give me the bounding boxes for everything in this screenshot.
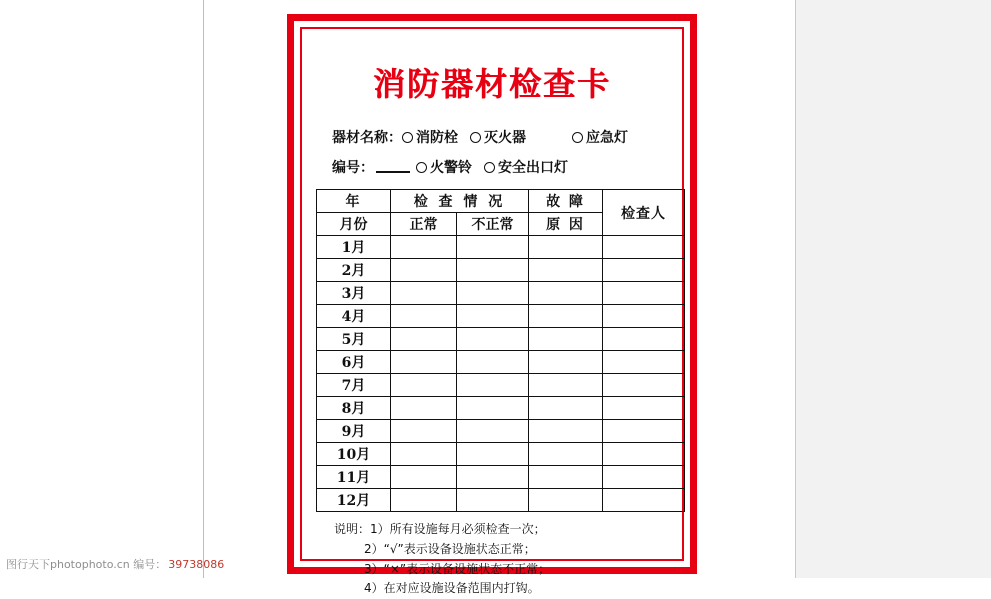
watermark-number: 39738086 bbox=[168, 557, 225, 571]
cell-normal[interactable] bbox=[391, 259, 457, 282]
radio-circle-icon bbox=[484, 162, 495, 173]
cell-abnormal[interactable] bbox=[457, 259, 529, 282]
cell-reason[interactable] bbox=[529, 466, 603, 489]
row-label-month: 8月 bbox=[317, 397, 391, 420]
cell-reason[interactable] bbox=[529, 305, 603, 328]
table-row bbox=[317, 259, 685, 282]
cell-normal[interactable] bbox=[391, 466, 457, 489]
cell-reason[interactable] bbox=[529, 374, 603, 397]
option-exit-light-label: 安全出口灯 bbox=[498, 160, 568, 176]
table-row bbox=[317, 466, 685, 489]
watermark-text: 图行天下photophoto.cn 编号： bbox=[6, 558, 167, 571]
row-label-month: 12月 bbox=[317, 489, 391, 512]
inspection-card bbox=[287, 14, 697, 596]
canvas-right-margin bbox=[796, 0, 991, 578]
cell-abnormal[interactable] bbox=[457, 374, 529, 397]
option-emergency-light-label: 应急灯 bbox=[586, 130, 628, 146]
row-label-month: 2月 bbox=[317, 259, 391, 282]
table-row bbox=[317, 443, 685, 466]
cell-normal[interactable] bbox=[391, 305, 457, 328]
row-label-month: 11月 bbox=[317, 466, 391, 489]
header-inspection-status: 检 查 情 况 bbox=[391, 190, 529, 213]
option-fire-bell-label: 火警铃 bbox=[430, 160, 472, 176]
cell-normal[interactable] bbox=[391, 328, 457, 351]
cell-normal[interactable] bbox=[391, 236, 457, 259]
note-line-1: 说明：1）所有设施每月必须检查一次； bbox=[334, 522, 546, 536]
row-label-month: 3月 bbox=[317, 282, 391, 305]
cell-inspector[interactable] bbox=[603, 351, 685, 374]
cell-inspector[interactable] bbox=[603, 236, 685, 259]
cell-reason[interactable] bbox=[529, 443, 603, 466]
cell-normal[interactable] bbox=[391, 351, 457, 374]
inspection-card-inner bbox=[300, 27, 684, 596]
serial-number-input[interactable] bbox=[376, 161, 410, 173]
note-line-3: 3）“×”表示设备设施状态不正常； bbox=[364, 561, 551, 576]
notes-block bbox=[334, 520, 668, 599]
table-row bbox=[317, 397, 685, 420]
row-label-month: 5月 bbox=[317, 328, 391, 351]
cell-abnormal[interactable] bbox=[457, 489, 529, 512]
header-abnormal: 不正常 bbox=[457, 213, 529, 236]
cell-reason[interactable] bbox=[529, 489, 603, 512]
field-serial-number-label: 编号： bbox=[332, 160, 374, 176]
cell-inspector[interactable] bbox=[603, 466, 685, 489]
note-line-2: 2）“√”表示设备设施状态正常； bbox=[364, 541, 536, 556]
row-label-month: 6月 bbox=[317, 351, 391, 374]
row-label-month: 10月 bbox=[317, 443, 391, 466]
cell-normal[interactable] bbox=[391, 420, 457, 443]
cell-inspector[interactable] bbox=[603, 328, 685, 351]
header-reason: 原 因 bbox=[529, 213, 603, 236]
header-year: 年 bbox=[317, 190, 391, 213]
cell-normal[interactable] bbox=[391, 397, 457, 420]
cell-inspector[interactable] bbox=[603, 397, 685, 420]
page-title: 消防器材检查卡 bbox=[372, 65, 611, 103]
table-row bbox=[317, 236, 685, 259]
cell-inspector[interactable] bbox=[603, 305, 685, 328]
table-row bbox=[317, 305, 685, 328]
table-row bbox=[317, 351, 685, 374]
table-row bbox=[317, 420, 685, 443]
option-extinguisher[interactable] bbox=[470, 127, 526, 147]
field-serial-number bbox=[332, 157, 668, 177]
cell-abnormal[interactable] bbox=[457, 328, 529, 351]
option-emergency-light[interactable] bbox=[572, 127, 628, 147]
table-header-row-1 bbox=[317, 190, 685, 213]
cell-abnormal[interactable] bbox=[457, 282, 529, 305]
header-month: 月份 bbox=[317, 213, 391, 236]
cell-inspector[interactable] bbox=[603, 282, 685, 305]
cell-reason[interactable] bbox=[529, 236, 603, 259]
cell-inspector[interactable] bbox=[603, 489, 685, 512]
radio-circle-icon bbox=[572, 132, 583, 143]
option-hydrant-label: 消防栓 bbox=[416, 130, 458, 146]
header-normal: 正常 bbox=[391, 213, 457, 236]
option-hydrant[interactable] bbox=[402, 127, 458, 147]
table-row bbox=[317, 282, 685, 305]
cell-normal[interactable] bbox=[391, 489, 457, 512]
cell-inspector[interactable] bbox=[603, 259, 685, 282]
cell-normal[interactable] bbox=[391, 282, 457, 305]
row-label-month: 7月 bbox=[317, 374, 391, 397]
cell-reason[interactable] bbox=[529, 420, 603, 443]
cell-abnormal[interactable] bbox=[457, 420, 529, 443]
cell-reason[interactable] bbox=[529, 259, 603, 282]
option-exit-light[interactable] bbox=[484, 157, 568, 177]
table-row bbox=[317, 489, 685, 512]
row-label-month: 9月 bbox=[317, 420, 391, 443]
cell-normal[interactable] bbox=[391, 443, 457, 466]
radio-circle-icon bbox=[402, 132, 413, 143]
cell-abnormal[interactable] bbox=[457, 397, 529, 420]
table-row bbox=[317, 374, 685, 397]
header-fault: 故 障 bbox=[529, 190, 603, 213]
radio-circle-icon bbox=[470, 132, 481, 143]
cell-abnormal[interactable] bbox=[457, 236, 529, 259]
header-inspector: 检查人 bbox=[603, 190, 685, 236]
table-row bbox=[317, 328, 685, 351]
row-label-month: 1月 bbox=[317, 236, 391, 259]
note-line-4: 4）在对应设施设备范围内打钩。 bbox=[364, 581, 540, 596]
cell-inspector[interactable] bbox=[603, 420, 685, 443]
radio-circle-icon bbox=[416, 162, 427, 173]
cell-normal[interactable] bbox=[391, 374, 457, 397]
cell-abnormal[interactable] bbox=[457, 466, 529, 489]
watermark bbox=[6, 556, 224, 572]
canvas-guide-left bbox=[203, 0, 204, 578]
cell-reason[interactable] bbox=[529, 397, 603, 420]
cell-abnormal[interactable] bbox=[457, 351, 529, 374]
option-extinguisher-label: 灭火器 bbox=[484, 130, 526, 146]
cell-inspector[interactable] bbox=[603, 443, 685, 466]
field-equipment-name bbox=[332, 127, 668, 147]
cell-inspector[interactable] bbox=[603, 374, 685, 397]
cell-abnormal[interactable] bbox=[457, 443, 529, 466]
cell-abnormal[interactable] bbox=[457, 305, 529, 328]
cell-reason[interactable] bbox=[529, 351, 603, 374]
option-fire-bell[interactable] bbox=[416, 157, 472, 177]
row-label-month: 4月 bbox=[317, 305, 391, 328]
field-equipment-name-label: 器材名称： bbox=[332, 130, 402, 146]
cell-reason[interactable] bbox=[529, 282, 603, 305]
cell-reason[interactable] bbox=[529, 328, 603, 351]
inspection-table bbox=[316, 189, 685, 512]
